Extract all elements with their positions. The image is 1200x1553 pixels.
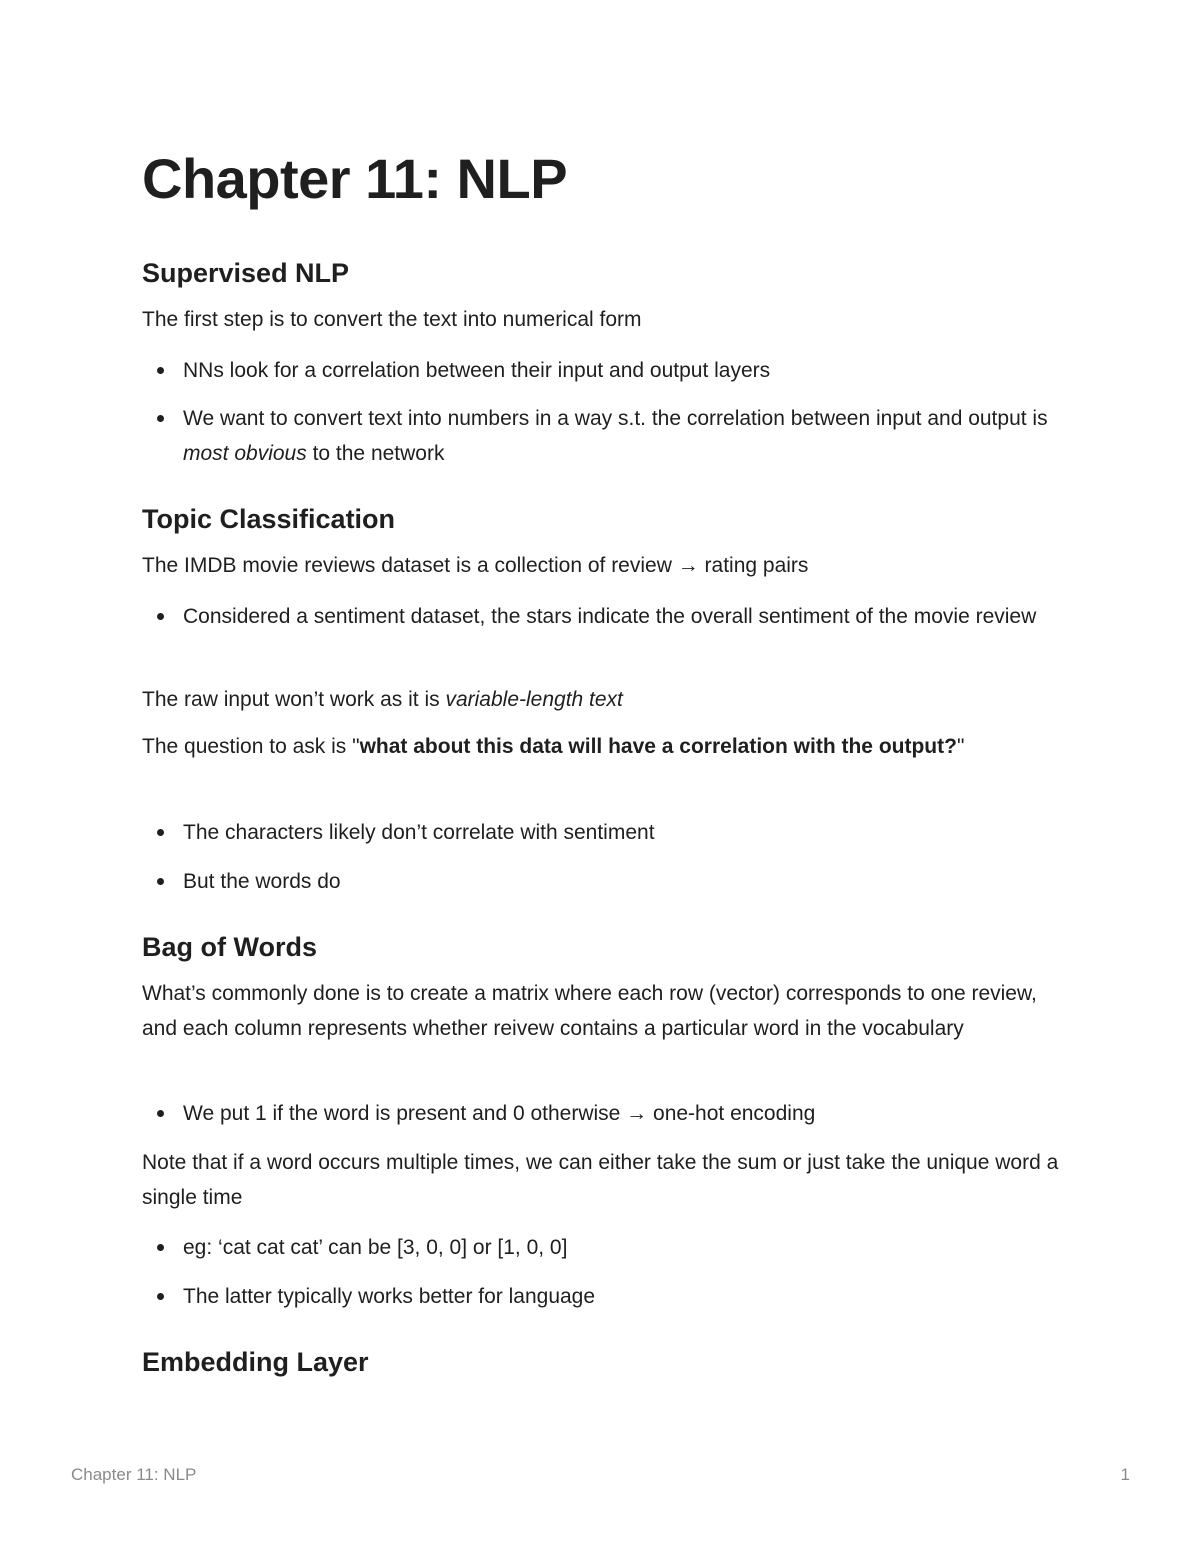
list-item: The characters likely don’t correlate with sentiment	[183, 815, 1063, 850]
heading-embedding-layer: Embedding Layer	[142, 1347, 369, 1377]
paragraph: What’s commonly done is to create a matrix where each row (vector) corresponds to one review, and each column represents whether reivew contains a particular word in the vocabulary	[142, 982, 1037, 1040]
heading-supervised-nlp: Supervised NLP	[142, 258, 350, 288]
heading-bag-of-words: Bag of Words	[142, 932, 317, 962]
footer-title: Chapter 11: NLP	[71, 1465, 197, 1484]
heading-topic-classification: Topic Classification	[142, 504, 396, 534]
text-run: The raw input won’t work as it is	[142, 688, 446, 711]
list-item: The latter typically works better for language	[183, 1279, 1063, 1314]
paragraph: Note that if a word occurs multiple times, we can either take the sum or just take the unique word a single time	[142, 1151, 1059, 1209]
paragraph	[142, 682, 1062, 717]
paragraph: The IMDB movie reviews dataset is a collection of review → rating pairs	[142, 554, 809, 577]
text-run: to the network	[306, 442, 445, 465]
text-run: The question to ask is "	[142, 735, 360, 758]
text-run: We want to convert text into numbers in a way s.t. the correlation between input and output is	[183, 407, 1048, 430]
list-item: NNs look for a correlation between their input and output layers	[183, 353, 1063, 388]
paragraph: The first step is to convert the text into numerical form	[142, 308, 642, 331]
list-item: Considered a sentiment dataset, the stars indicate the overall sentiment of the movie review	[183, 599, 1063, 634]
list-item	[183, 401, 1063, 471]
emphasis-text: variable-length text	[445, 688, 623, 711]
paragraph	[142, 729, 1062, 764]
emphasis-text: most obvious	[183, 442, 307, 465]
list-item: But the words do	[183, 864, 1063, 899]
bold-text: what about this data will have a correlation with the output?	[359, 735, 957, 758]
list-item: eg: ‘cat cat cat’ can be [3, 0, 0] or [1, 0, 0]	[183, 1230, 1063, 1265]
page-number: 1	[1120, 1465, 1130, 1484]
text-run: "	[956, 735, 965, 758]
list-item: We put 1 if the word is present and 0 otherwise → one-hot encoding	[183, 1096, 1063, 1131]
page-title: Chapter 11: NLP	[142, 147, 568, 210]
